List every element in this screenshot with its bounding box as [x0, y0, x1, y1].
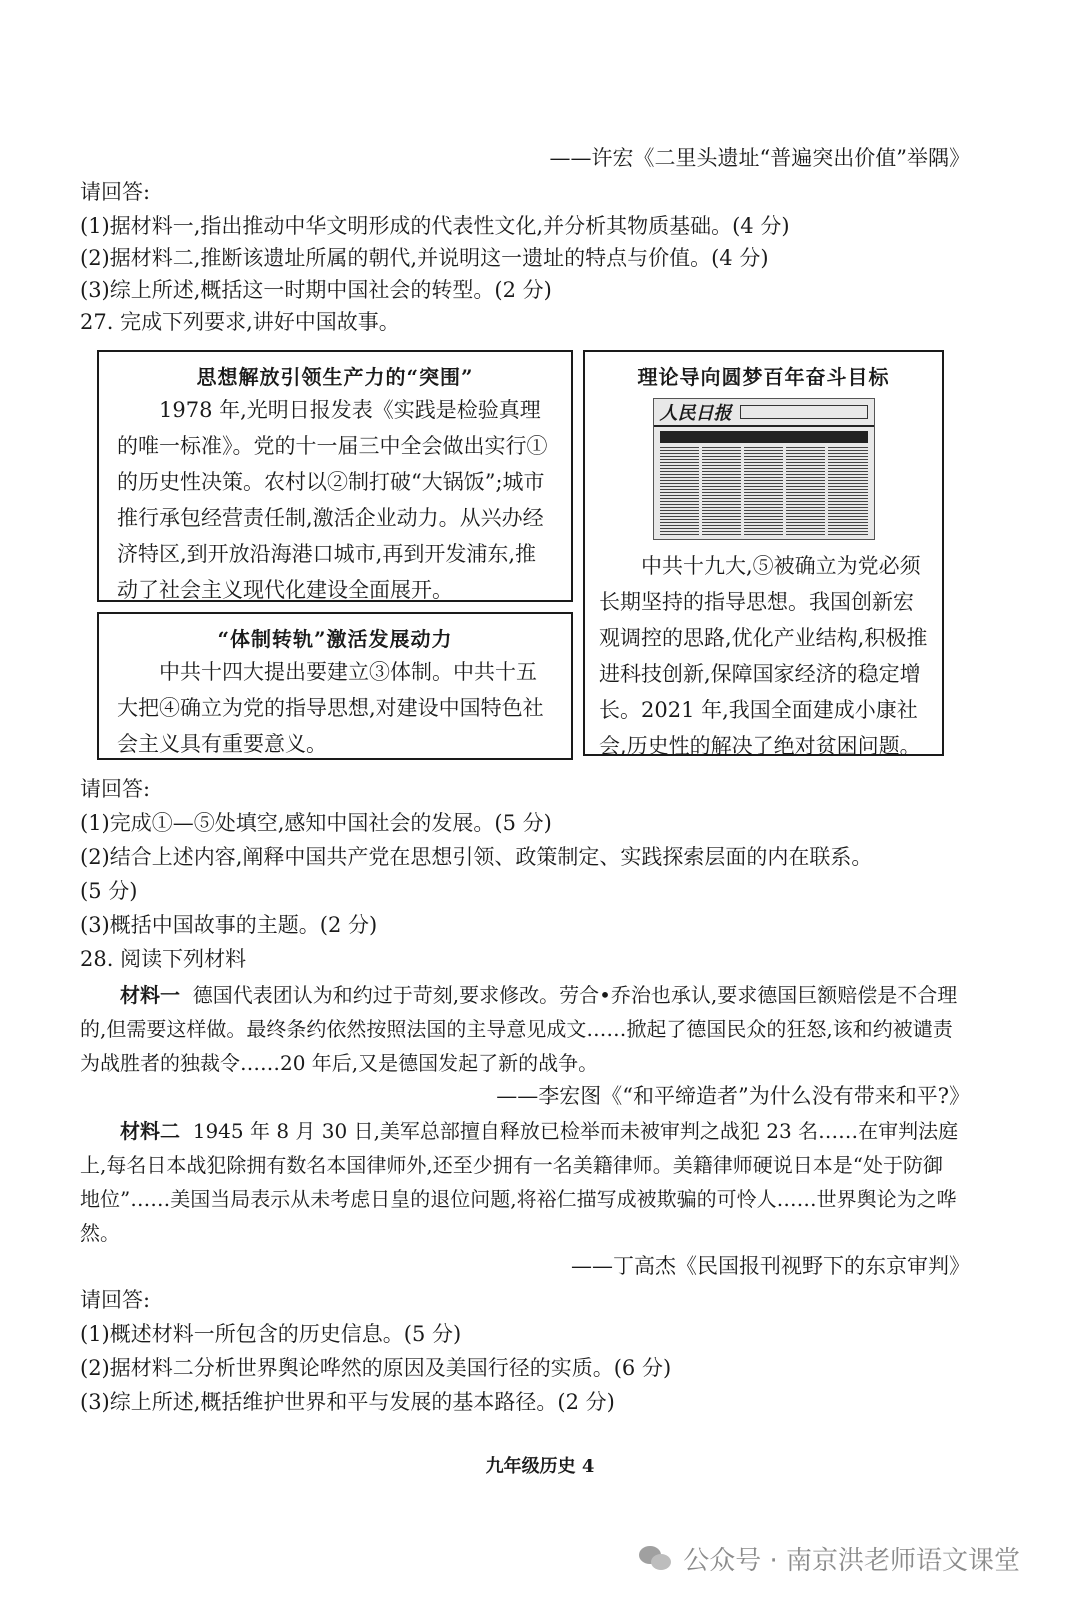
q26-item-3: (3)综上所述,概括这一时期中国社会的转型。(2 分) [80, 278, 552, 302]
box-1-text: 1978 年,光明日报发表《实践是检验真理的唯一标准》。党的十一届三中全会做出实行①的历史性决策。农村以②制打破“大锅饭”;城市推行承包经营责任制,激活企业动力。从兴办经济特区,到开放沿海港口城市,再到开发浦东,推动了社会主义现代化建设全面展开。 [117, 398, 548, 602]
material-2-label: 材料二 [120, 1119, 180, 1143]
material-1-text: 德国代表团认为和约过于苛刻,要求修改。劳合•乔治也承认,要求德国巨额赔偿是不合理的,但需要这样做。最终条约依然按照法国的主导意见成文……掀起了德国民众的狂怒,该和约被谴责为战胜者的独裁令……20 年后,又是德国发起了新的战争。 [80, 983, 958, 1075]
q27-item-1: (1)完成①—⑤处填空,感知中国社会的发展。(5 分) [80, 811, 552, 835]
material-1-label: 材料一 [120, 983, 180, 1007]
q27-item-2: (2)结合上述内容,阐释中国共产党在思想引领、政策制定、实践探索层面的内在联系。 [80, 845, 873, 869]
newspaper-columns [654, 447, 874, 537]
watermark [639, 1540, 1020, 1577]
q27-box-2 [97, 612, 573, 760]
newspaper-image [653, 398, 875, 540]
q26-source: ——许宏《二里头遗址“普遍突出价值”举隅》 [549, 146, 970, 170]
q28-material-1-source: ——李宏图《“和平缔造者”为什么没有带来和平?》 [496, 1084, 970, 1108]
q27-prompt: 请回答: [80, 777, 151, 801]
newspaper-subhead [740, 405, 868, 419]
q28-item-2: (2)据材料二分析世界舆论哗然的原因及美国行径的实质。(6 分) [80, 1356, 672, 1380]
q27-box-1 [97, 350, 573, 602]
q28-prompt: 请回答: [80, 1288, 151, 1312]
page-footer: 九年级历史 4 [485, 1456, 595, 1477]
box-3-title: 理论导向圆梦百年奋斗目标 [637, 365, 890, 389]
q27-item-3: (3)概括中国故事的主题。(2 分) [80, 913, 378, 937]
q27-item-2-cont: (5 分) [80, 879, 138, 903]
q26-item-2: (2)据材料二,推断该遗址所属的朝代,并说明这一遗址的特点与价值。(4 分) [80, 246, 769, 270]
q28-item-3: (3)综上所述,概括维护世界和平与发展的基本路径。(2 分) [80, 1390, 615, 1414]
q28-material-1 [80, 978, 960, 1080]
material-2-text: 1945 年 8 月 30 日,美军总部擅自释放已检举而未被审判之战犯 23 名……在审判法庭上,每名日本战犯除拥有数名本国律师外,还至少拥有一名美籍律师。美籍律师硬说日本是“处于防御地位”……美国当局表示从未考虑日皇的退位问题,将裕仁描写成被欺骗的可怜人……世界舆论为之哗然。 [80, 1119, 959, 1245]
q26-item-1: (1)据材料一,指出推动中华文明形成的代表性文化,并分析其物质基础。(4 分) [80, 214, 790, 238]
wechat-icon [639, 1544, 673, 1574]
watermark-text: 公众号 · 南京洪老师语文课堂 [683, 1546, 1020, 1576]
q28-material-2-source: ——丁高杰《民国报刊视野下的东京审判》 [571, 1254, 970, 1278]
box-3-text: 中共十九大,⑤被确立为党必须长期坚持的指导思想。我国创新宏观调控的思路,优化产业结构,积极推进科技创新,保障国家经济的稳定增长。2021 年,我国全面建成小康社会,历史性的解决了绝对贫困问题。 [599, 554, 928, 758]
q28-heading: 28. 阅读下列材料 [80, 947, 247, 971]
q27-heading: 27. 完成下列要求,讲好中国故事。 [80, 310, 400, 334]
q27-box-3 [583, 350, 944, 756]
box-1-title: 思想解放引领生产力的“突围” [196, 365, 474, 389]
q28-item-1: (1)概述材料一所包含的历史信息。(5 分) [80, 1322, 462, 1346]
newspaper-masthead: 人民日报 [659, 403, 732, 424]
box-2-title: “体制转轨”激活发展动力 [217, 627, 453, 651]
box-2-text: 中共十四大提出要建立③体制。中共十五大把④确立为党的指导思想,对建设中国特色社会主义具有重要意义。 [117, 660, 544, 756]
q26-prompt: 请回答: [80, 180, 151, 204]
q28-material-2 [80, 1114, 960, 1250]
newspaper-banner [660, 431, 868, 443]
